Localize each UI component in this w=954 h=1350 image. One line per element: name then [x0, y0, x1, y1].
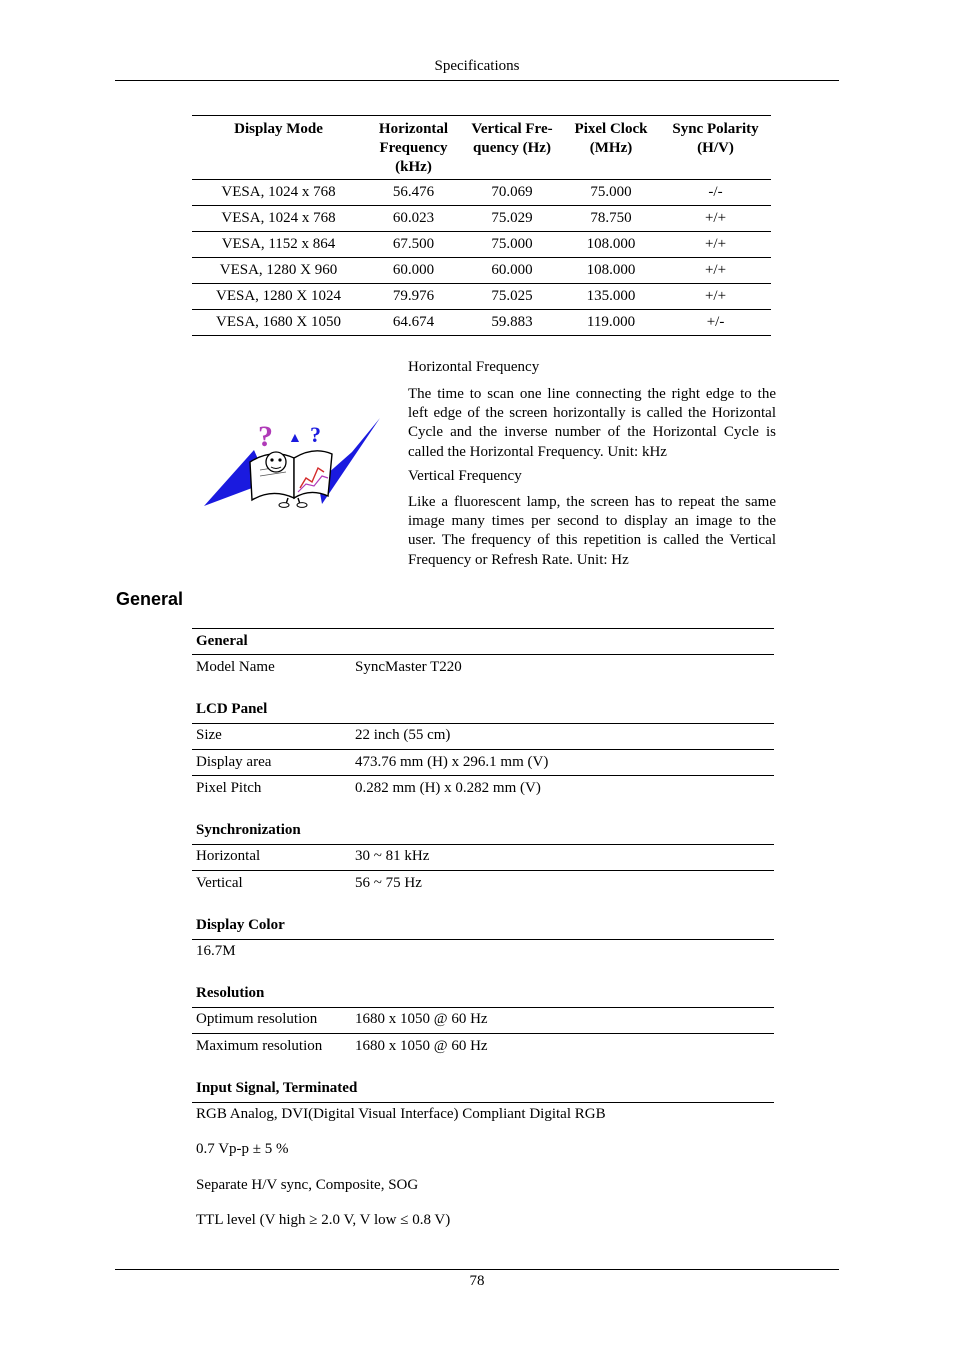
cell-vfreq: 70.069	[462, 180, 562, 206]
spec-value-vertical: 56 ~ 75 Hz	[355, 875, 422, 891]
cell-hfreq: 64.674	[365, 310, 462, 336]
cell-vfreq: 75.000	[462, 232, 562, 258]
divider	[192, 870, 774, 871]
col-header-sync-polarity: Sync Polarity (H/V)	[672, 121, 759, 156]
divider	[192, 628, 774, 629]
spec-group-general: General	[196, 633, 248, 649]
spec-value-pixel-pitch: 0.282 mm (H) x 0.282 mm (V)	[355, 780, 541, 796]
cell-display-mode: VESA, 1280 X 1024	[192, 284, 365, 310]
cell-display-mode: VESA, 1680 X 1050	[192, 310, 365, 336]
cell-pixel-clock: 108.000	[562, 232, 660, 258]
spec-group-input-signal: Input Signal, Terminated	[196, 1080, 358, 1096]
cell-pixel-clock: 75.000	[562, 180, 660, 206]
svg-text:▲: ▲	[288, 431, 302, 446]
col-header-horizontal-frequency: Horizontal Frequency (kHz)	[378, 121, 449, 175]
cell-pixel-clock: 78.750	[562, 206, 660, 232]
cell-display-mode: VESA, 1024 x 768	[192, 180, 365, 206]
footer-rule	[115, 1269, 839, 1270]
spec-group-resolution: Resolution	[196, 985, 265, 1001]
section-title-general: General	[116, 589, 184, 609]
cell-sync-polarity: +/+	[660, 232, 771, 258]
cell-vfreq: 59.883	[462, 310, 562, 336]
divider	[192, 775, 774, 776]
spec-label-size: Size	[196, 727, 222, 743]
col-header-vertical-frequency: Vertical Fre- quency (Hz)	[471, 121, 553, 156]
col-header-display-mode: Display Mode	[234, 121, 323, 137]
spec-value-horizontal: 30 ~ 81 kHz	[355, 848, 430, 864]
table-row	[192, 284, 771, 310]
cell-vfreq: 75.025	[462, 284, 562, 310]
table-row	[192, 180, 771, 206]
spec-value-input-signal-2: 0.7 Vp-p ± 5 %	[196, 1141, 289, 1157]
spec-value-size: 22 inch (55 cm)	[355, 727, 451, 743]
spec-value-maximum-resolution: 1680 x 1050 @ 60 Hz	[355, 1038, 488, 1054]
spec-value-input-signal-4: TTL level (V high ≥ 2.0 V, V low ≤ 0.8 V)	[196, 1212, 451, 1228]
spec-label-display-area: Display area	[196, 754, 272, 770]
spec-label-horizontal: Horizontal	[196, 848, 261, 864]
cell-vfreq: 75.029	[462, 206, 562, 232]
spec-value-display-color: 16.7M	[196, 943, 236, 959]
spec-group-synchronization: Synchronization	[196, 822, 301, 838]
cell-display-mode: VESA, 1024 x 768	[192, 206, 365, 232]
spec-label-pixel-pitch: Pixel Pitch	[196, 780, 262, 796]
spec-group-display-color: Display Color	[196, 917, 285, 933]
spec-label-vertical: Vertical	[196, 875, 243, 891]
svg-text:?: ?	[258, 420, 273, 453]
cell-hfreq: 60.023	[365, 206, 462, 232]
cell-display-mode: VESA, 1152 x 864	[192, 232, 365, 258]
vertical-frequency-title: Vertical Frequency	[408, 468, 522, 484]
spec-value-model-name: SyncMaster T220	[355, 659, 462, 675]
table-row	[192, 232, 771, 258]
spec-value-display-area: 473.76 mm (H) x 296.1 mm (V)	[355, 754, 549, 770]
cell-sync-polarity: -/-	[660, 180, 771, 206]
divider	[192, 844, 774, 845]
cell-sync-polarity: +/+	[660, 206, 771, 232]
vertical-frequency-text: Like a fluorescent lamp, the screen has to repeat the same image many times per second to display an image to the user. The frequency of this repetition is called the Vertical Frequency or Refresh Rate. Unit: Hz	[408, 494, 776, 568]
spec-label-model-name: Model Name	[196, 659, 275, 675]
horizontal-frequency-text: The time to scan one line connecting the right edge to the left edge of the screen horizontally is called the Horizontal Cycle and the inverse number of the Horizontal Cycle is called the Horizontal Frequency. Unit: kHz	[408, 386, 776, 460]
display-modes-table	[192, 115, 771, 336]
spec-group-lcd-panel: LCD Panel	[196, 701, 268, 717]
horizontal-frequency-title: Horizontal Frequency	[408, 359, 540, 375]
table-row	[192, 206, 771, 232]
cell-display-mode: VESA, 1280 X 960	[192, 258, 365, 284]
cell-pixel-clock: 108.000	[562, 258, 660, 284]
spec-value-input-signal-1: RGB Analog, DVI(Digital Visual Interface) Compliant Digital RGB	[196, 1106, 606, 1122]
divider	[192, 1102, 774, 1103]
header-rule	[115, 80, 839, 81]
cell-hfreq: 56.476	[365, 180, 462, 206]
cell-sync-polarity: +/-	[660, 310, 771, 336]
cell-sync-polarity: +/+	[660, 258, 771, 284]
spec-value-optimum-resolution: 1680 x 1050 @ 60 Hz	[355, 1011, 488, 1027]
divider	[192, 939, 774, 940]
divider	[192, 1033, 774, 1034]
svg-text:?: ?	[310, 422, 321, 447]
spec-label-maximum-resolution: Maximum resolution	[196, 1038, 323, 1054]
page-header-title: Specifications	[434, 58, 520, 74]
cell-pixel-clock: 135.000	[562, 284, 660, 310]
table-header-row	[192, 116, 771, 180]
cell-pixel-clock: 119.000	[562, 310, 660, 336]
divider	[192, 654, 774, 655]
table-row	[192, 310, 771, 336]
col-header-pixel-clock: Pixel Clock (MHz)	[574, 121, 648, 156]
divider	[192, 1007, 774, 1008]
cell-hfreq: 60.000	[365, 258, 462, 284]
question-book-illustration-icon	[202, 412, 382, 510]
cell-vfreq: 60.000	[462, 258, 562, 284]
divider	[192, 723, 774, 724]
spec-label-optimum-resolution: Optimum resolution	[196, 1011, 318, 1027]
cell-hfreq: 79.976	[365, 284, 462, 310]
spec-value-input-signal-3: Separate H/V sync, Composite, SOG	[196, 1177, 419, 1193]
table-row	[192, 258, 771, 284]
cell-hfreq: 67.500	[365, 232, 462, 258]
page-number: 78	[469, 1273, 485, 1289]
cell-sync-polarity: +/+	[660, 284, 771, 310]
divider	[192, 749, 774, 750]
